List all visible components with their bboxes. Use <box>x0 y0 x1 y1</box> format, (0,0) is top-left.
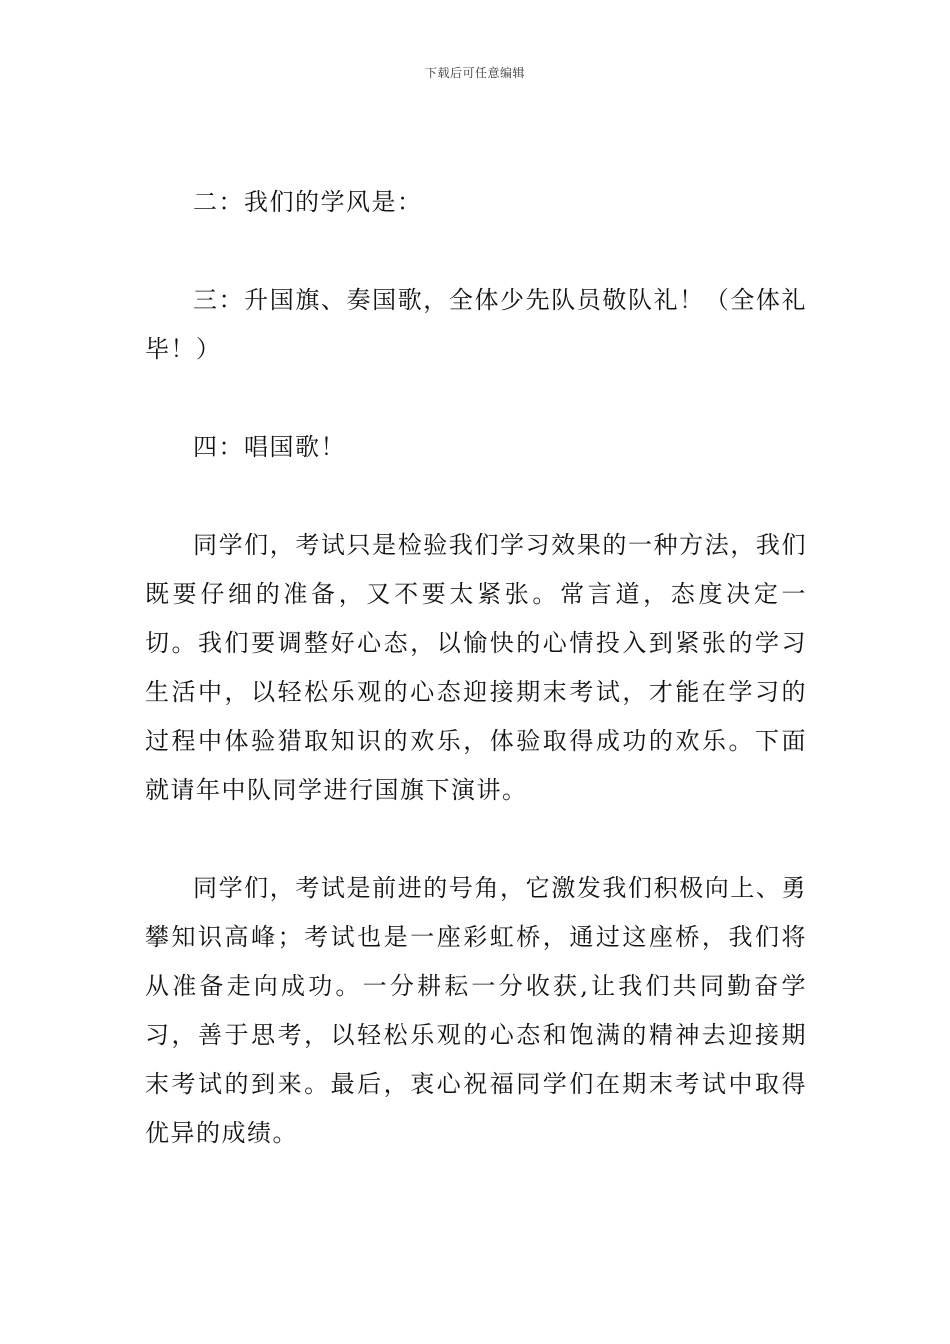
paragraph-study-style: 二：我们的学风是： <box>193 188 423 216</box>
page-header: 下载后可任意编辑 <box>424 66 525 80</box>
paragraph-closing-wishes: 同学们，考试是前进的号角，它激发我们积极向上、勇攀知识高峰；考试也是一座彩虹桥，通过这座桥，我们将从准备走向成功。一分耕耘一分收获,让我们共同勤奋学习，善于思考，以轻松乐观的心态和饱满的精神去迎接期末考试的到来。最后，衷心祝福同学们在期末考试中取得优异的成绩。 <box>145 874 807 1147</box>
document-body <box>145 178 807 1158</box>
paragraph-anthem: 四：唱国歌！ <box>193 433 346 461</box>
paragraph-flag-raising: 三：升国旗、奏国歌，全体少先队员敬队礼！（全体礼毕！） <box>145 286 807 363</box>
paragraph-exam-attitude: 同学们，考试只是检验我们学习效果的一种方法，我们既要仔细的准备，又不要太紧张。常言道，态度决定一切。我们要调整好心态，以愉快的心情投入到紧张的学习生活中，以轻松乐观的心态迎接期末考试，才能在学习的过程中体验猎取知识的欢乐，体验取得成功的欢乐。下面就请年中队同学进行国旗下演讲。 <box>145 531 807 804</box>
